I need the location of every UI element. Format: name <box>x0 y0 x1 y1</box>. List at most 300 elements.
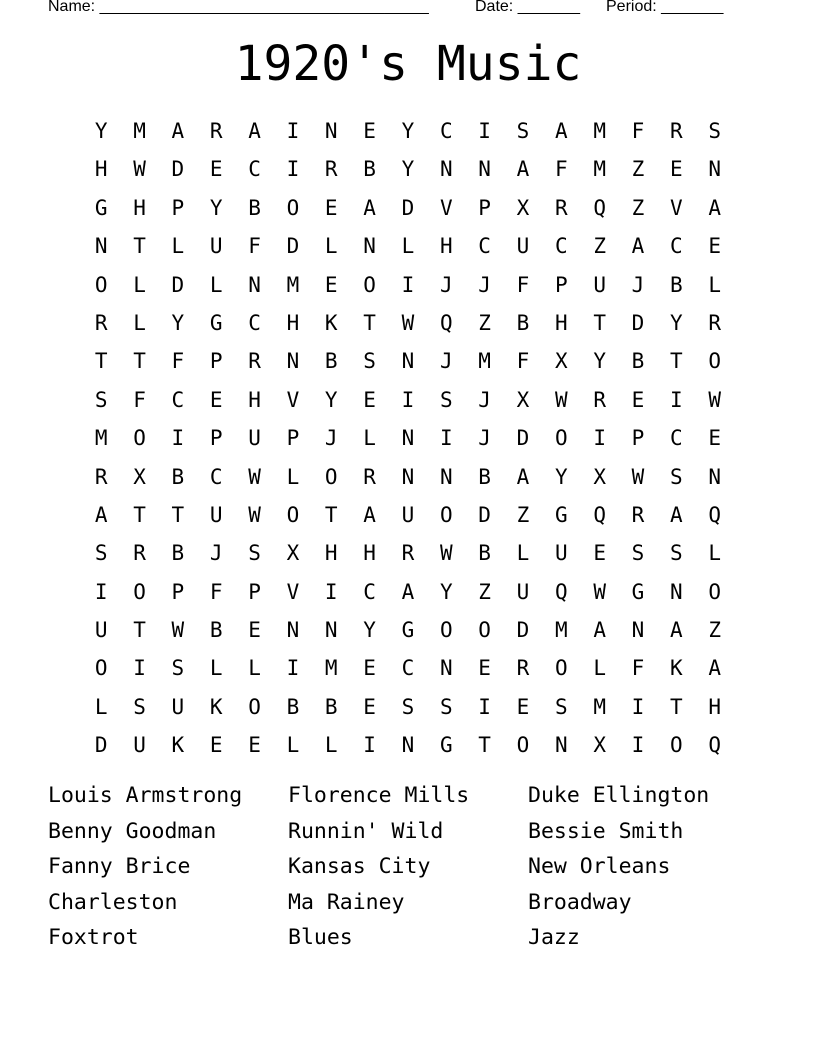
grid-letter[interactable]: C <box>248 310 261 335</box>
grid-letter[interactable]: R <box>324 157 338 182</box>
grid-letter[interactable]: F <box>554 157 568 182</box>
grid-letter[interactable]: S <box>94 387 108 412</box>
grid-letter[interactable]: Y <box>94 119 108 143</box>
grid-letter[interactable]: R <box>363 464 376 489</box>
grid-letter[interactable]: I <box>593 426 606 451</box>
grid-letter[interactable]: W <box>631 464 645 489</box>
grid-letter[interactable]: O <box>439 502 453 527</box>
grid-letter[interactable]: S <box>631 541 645 566</box>
grid-letter[interactable]: N <box>631 618 645 643</box>
grid-letter[interactable]: Y <box>401 119 415 143</box>
grid-letter[interactable]: Z <box>631 195 645 220</box>
grid-letter[interactable]: E <box>248 733 261 758</box>
grid-letter[interactable]: Q <box>708 733 721 758</box>
grid-letter[interactable]: P <box>478 195 491 220</box>
grid-letter[interactable]: B <box>324 694 338 719</box>
grid-letter[interactable]: I <box>286 656 300 681</box>
grid-letter[interactable]: R <box>94 464 108 489</box>
grid-letter[interactable]: N <box>439 157 453 182</box>
grid-letter[interactable]: M <box>286 272 300 297</box>
grid-letter[interactable]: C <box>401 656 415 681</box>
grid-letter[interactable]: K <box>171 733 185 758</box>
grid-letter[interactable]: A <box>554 119 568 143</box>
grid-letter[interactable]: Y <box>209 195 223 220</box>
grid-letter[interactable]: B <box>171 541 185 566</box>
grid-letter[interactable]: O <box>670 733 683 758</box>
grid-letter[interactable]: I <box>401 272 415 297</box>
grid-letter[interactable]: S <box>708 119 721 143</box>
grid-row <box>82 726 734 764</box>
grid-letter[interactable]: E <box>209 733 223 758</box>
grid-letter[interactable]: P <box>209 426 223 451</box>
grid-letter[interactable]: H <box>286 310 300 335</box>
grid-letter[interactable]: P <box>248 579 261 604</box>
grid-letter[interactable]: O <box>439 618 453 643</box>
grid-letter[interactable]: Y <box>401 157 415 182</box>
grid-letter[interactable]: L <box>209 272 223 297</box>
grid-letter[interactable]: B <box>631 349 645 374</box>
grid-letter[interactable]: A <box>363 502 376 527</box>
grid-letter[interactable]: W <box>593 579 606 604</box>
grid-letter[interactable]: F <box>133 387 146 412</box>
grid-letter[interactable]: X <box>286 541 300 566</box>
grid-letter[interactable]: N <box>248 272 261 297</box>
grid-letter[interactable]: P <box>631 426 645 451</box>
grid-letter[interactable]: Q <box>593 502 606 527</box>
grid-letter[interactable]: P <box>286 426 300 451</box>
grid-letter[interactable]: I <box>133 656 146 681</box>
word-bank-item: Runnin' Wild <box>288 818 444 844</box>
grid-letter[interactable]: T <box>133 349 146 374</box>
grid-letter[interactable]: T <box>133 234 146 259</box>
grid-letter[interactable]: O <box>554 426 568 451</box>
grid-letter[interactable]: L <box>171 234 185 259</box>
grid-letter[interactable]: A <box>670 502 683 527</box>
grid-letter[interactable]: T <box>670 349 683 374</box>
grid-letter[interactable]: E <box>363 387 376 412</box>
grid-letter[interactable]: L <box>708 272 721 297</box>
grid-letter[interactable]: U <box>94 618 108 643</box>
grid-letter[interactable]: R <box>248 349 261 374</box>
grid-letter[interactable]: R <box>401 541 415 566</box>
grid-letter[interactable]: M <box>554 618 568 643</box>
grid-letter[interactable]: K <box>324 310 338 335</box>
grid-letter[interactable]: H <box>324 541 338 566</box>
grid-row <box>82 611 734 649</box>
grid-letter[interactable]: F <box>631 656 645 681</box>
grid-letter[interactable]: W <box>401 310 415 335</box>
grid-letter[interactable]: U <box>209 502 223 527</box>
grid-letter[interactable]: X <box>593 464 606 489</box>
grid-letter[interactable]: J <box>209 541 223 566</box>
grid-letter[interactable]: F <box>209 579 223 604</box>
grid-letter[interactable]: O <box>133 579 146 604</box>
grid-letter[interactable]: M <box>593 119 606 143</box>
grid-letter[interactable]: L <box>286 733 300 758</box>
grid-letter[interactable]: A <box>708 656 721 681</box>
grid-letter[interactable]: B <box>363 157 376 182</box>
grid-letter[interactable]: N <box>286 349 300 374</box>
grid-letter[interactable]: C <box>670 234 683 259</box>
grid-letter[interactable]: G <box>631 579 645 604</box>
grid-letter[interactable]: A <box>708 195 721 220</box>
grid-letter[interactable]: I <box>631 733 645 758</box>
grid-letter[interactable]: B <box>478 541 491 566</box>
grid-letter[interactable]: L <box>516 541 530 566</box>
grid-letter[interactable]: U <box>516 579 530 604</box>
grid-letter[interactable]: B <box>248 195 261 220</box>
grid-letter[interactable]: R <box>516 656 530 681</box>
grid-letter[interactable]: B <box>171 464 185 489</box>
grid-letter[interactable]: N <box>554 733 568 758</box>
grid-letter[interactable]: R <box>209 119 223 143</box>
grid-letter[interactable]: N <box>670 579 683 604</box>
grid-letter[interactable]: L <box>133 272 146 297</box>
grid-letter[interactable]: P <box>554 272 568 297</box>
grid-letter[interactable]: Z <box>516 502 530 527</box>
grid-letter[interactable]: I <box>478 694 491 719</box>
period-field[interactable]: Period: _______ <box>606 0 724 15</box>
grid-letter[interactable]: N <box>439 656 453 681</box>
grid-letter[interactable]: L <box>708 541 721 566</box>
grid-letter[interactable]: M <box>593 694 606 719</box>
grid-letter[interactable]: F <box>516 349 530 374</box>
name-field[interactable]: Name: _____________________________________ <box>48 0 429 15</box>
grid-letter[interactable]: I <box>94 579 108 604</box>
grid-letter[interactable]: T <box>171 502 185 527</box>
grid-letter[interactable]: Z <box>708 618 721 643</box>
grid-letter[interactable]: V <box>439 195 453 220</box>
grid-letter[interactable]: L <box>209 656 223 681</box>
grid-letter[interactable]: L <box>401 234 415 259</box>
grid-letter[interactable]: J <box>478 426 491 451</box>
grid-letter[interactable]: R <box>593 387 606 412</box>
grid-letter[interactable]: N <box>401 733 415 758</box>
grid-letter[interactable]: W <box>439 541 453 566</box>
word-bank <box>48 778 768 956</box>
grid-letter[interactable]: Z <box>593 234 606 259</box>
grid-letter[interactable]: Y <box>324 387 338 412</box>
grid-letter[interactable]: L <box>593 656 606 681</box>
grid-letter[interactable]: S <box>133 694 146 719</box>
grid-letter[interactable]: X <box>133 464 146 489</box>
grid-letter[interactable]: I <box>286 157 300 182</box>
grid-letter[interactable]: P <box>209 349 223 374</box>
grid-letter[interactable]: C <box>171 387 185 412</box>
grid-letter[interactable]: B <box>324 349 338 374</box>
grid-letter[interactable]: S <box>516 119 530 143</box>
grid-letter[interactable]: L <box>133 310 146 335</box>
grid-letter[interactable]: D <box>401 195 415 220</box>
grid-letter[interactable]: Q <box>708 502 721 527</box>
grid-letter[interactable]: K <box>209 694 223 719</box>
grid-letter[interactable]: S <box>401 694 415 719</box>
grid-letter[interactable]: W <box>133 157 146 182</box>
grid-letter[interactable]: E <box>593 541 606 566</box>
grid-letter[interactable]: O <box>363 272 376 297</box>
grid-letter[interactable]: Q <box>439 310 453 335</box>
grid-letter[interactable]: U <box>209 234 223 259</box>
grid-letter[interactable]: W <box>171 618 185 643</box>
grid-letter[interactable]: I <box>401 387 415 412</box>
grid-letter[interactable]: E <box>209 387 223 412</box>
grid-letter[interactable]: O <box>554 656 568 681</box>
grid-letter[interactable]: O <box>286 195 300 220</box>
grid-letter[interactable]: N <box>94 234 108 259</box>
grid-letter[interactable]: S <box>670 541 683 566</box>
grid-letter[interactable]: U <box>248 426 261 451</box>
grid-letter[interactable]: U <box>516 234 530 259</box>
grid-letter[interactable]: B <box>516 310 530 335</box>
grid-letter[interactable]: I <box>324 579 338 604</box>
word-bank-item: Louis Armstrong <box>48 783 243 809</box>
grid-letter[interactable]: Y <box>593 349 606 374</box>
grid-letter[interactable]: C <box>478 234 491 259</box>
grid-letter[interactable]: O <box>516 733 530 758</box>
grid-letter[interactable]: O <box>94 272 108 297</box>
grid-letter[interactable]: A <box>363 195 376 220</box>
grid-letter[interactable]: F <box>248 234 261 259</box>
grid-letter[interactable]: M <box>593 157 606 182</box>
grid-letter[interactable]: L <box>363 426 376 451</box>
grid-letter[interactable]: H <box>133 195 146 220</box>
grid-letter[interactable]: N <box>401 464 415 489</box>
grid-letter[interactable]: B <box>478 464 491 489</box>
grid-letter[interactable]: L <box>94 694 108 719</box>
grid-letter[interactable]: S <box>94 541 108 566</box>
grid-letter[interactable]: T <box>478 733 491 758</box>
grid-letter[interactable]: E <box>209 157 223 182</box>
grid-letter[interactable]: G <box>439 733 453 758</box>
grid-letter[interactable]: B <box>670 272 683 297</box>
grid-letter[interactable]: E <box>248 618 261 643</box>
date-field[interactable]: Date: _______ <box>475 0 580 15</box>
grid-letter[interactable]: S <box>670 464 683 489</box>
grid-letter[interactable]: E <box>324 272 338 297</box>
grid-letter[interactable]: R <box>670 119 683 143</box>
grid-letter[interactable]: Q <box>554 579 568 604</box>
grid-letter[interactable]: D <box>286 234 300 259</box>
grid-letter[interactable]: U <box>133 733 146 758</box>
grid-letter[interactable]: W <box>248 502 261 527</box>
grid-letter[interactable]: T <box>133 618 146 643</box>
grid-letter[interactable]: O <box>286 502 300 527</box>
grid-letter[interactable]: O <box>708 579 721 604</box>
grid-letter[interactable]: I <box>286 119 300 143</box>
grid-letter[interactable]: S <box>554 694 568 719</box>
grid-letter[interactable]: P <box>171 195 185 220</box>
grid-letter[interactable]: T <box>363 310 376 335</box>
grid-letter[interactable]: Z <box>478 310 491 335</box>
grid-letter[interactable]: H <box>94 157 108 182</box>
grid-letter[interactable]: E <box>708 426 721 451</box>
grid-letter[interactable]: H <box>248 387 261 412</box>
grid-letter[interactable]: N <box>478 157 491 182</box>
grid-letter[interactable]: N <box>324 618 338 643</box>
grid-letter[interactable]: E <box>363 119 376 143</box>
grid-letter[interactable]: H <box>708 694 721 719</box>
grid-letter[interactable]: C <box>670 426 683 451</box>
grid-letter[interactable]: Z <box>478 579 491 604</box>
grid-letter[interactable]: L <box>324 733 338 758</box>
word-bank-item: Broadway <box>528 889 632 915</box>
grid-letter[interactable]: O <box>708 349 721 374</box>
grid-letter[interactable]: N <box>286 618 300 643</box>
grid-letter[interactable]: U <box>593 272 606 297</box>
grid-letter[interactable]: W <box>248 464 261 489</box>
grid-letter[interactable]: A <box>593 618 606 643</box>
grid-letter[interactable]: H <box>363 541 376 566</box>
grid-letter[interactable]: B <box>209 618 223 643</box>
grid-letter[interactable]: J <box>478 272 491 297</box>
grid-letter[interactable]: T <box>94 349 108 374</box>
grid-letter[interactable]: C <box>248 157 261 182</box>
grid-letter[interactable]: S <box>439 387 453 412</box>
grid-letter[interactable]: U <box>171 694 185 719</box>
grid-letter[interactable]: E <box>631 387 645 412</box>
grid-letter[interactable]: E <box>516 694 530 719</box>
grid-letter[interactable]: N <box>401 426 415 451</box>
grid-letter[interactable]: R <box>133 541 146 566</box>
grid-letter[interactable]: Q <box>593 195 606 220</box>
grid-letter[interactable]: S <box>248 541 261 566</box>
grid-letter[interactable]: X <box>516 195 530 220</box>
grid-letter[interactable]: E <box>670 157 683 182</box>
grid-letter[interactable]: V <box>286 387 300 412</box>
word-bank-item: Foxtrot <box>48 925 139 951</box>
grid-letter[interactable]: E <box>363 656 376 681</box>
grid-letter[interactable]: I <box>439 426 453 451</box>
grid-letter[interactable]: K <box>670 656 683 681</box>
grid-letter[interactable]: O <box>324 464 338 489</box>
grid-letter[interactable]: P <box>171 579 185 604</box>
grid-letter[interactable]: B <box>286 694 300 719</box>
grid-letter[interactable]: D <box>516 618 530 643</box>
grid-letter[interactable]: E <box>324 195 338 220</box>
grid-letter[interactable]: C <box>554 234 568 259</box>
grid-letter[interactable]: E <box>478 656 491 681</box>
grid-letter[interactable]: I <box>363 733 376 758</box>
grid-letter[interactable]: N <box>708 464 721 489</box>
grid-letter[interactable]: H <box>554 310 568 335</box>
grid-letter[interactable]: X <box>516 387 530 412</box>
grid-letter[interactable]: L <box>324 234 338 259</box>
grid-letter[interactable]: T <box>324 502 338 527</box>
grid-letter[interactable]: O <box>133 426 146 451</box>
grid-letter[interactable]: L <box>248 656 261 681</box>
grid-letter[interactable]: J <box>439 349 453 374</box>
grid-letter[interactable]: V <box>670 195 683 220</box>
grid-letter[interactable]: M <box>324 656 338 681</box>
grid-letter[interactable]: F <box>631 119 645 143</box>
grid-letter[interactable]: I <box>631 694 645 719</box>
grid-letter[interactable]: F <box>171 349 185 374</box>
grid-letter[interactable]: X <box>554 349 568 374</box>
grid-letter[interactable]: M <box>94 426 108 451</box>
grid-letter[interactable]: I <box>171 426 185 451</box>
grid-letter[interactable]: E <box>363 694 376 719</box>
grid-letter[interactable]: D <box>94 733 108 758</box>
grid-letter[interactable]: M <box>133 119 146 143</box>
grid-letter[interactable]: Y <box>554 464 568 489</box>
grid-letter[interactable]: S <box>439 694 453 719</box>
grid-letter[interactable]: I <box>478 119 491 143</box>
grid-letter[interactable]: E <box>708 234 721 259</box>
grid-letter[interactable]: T <box>133 502 146 527</box>
grid-letter[interactable]: T <box>670 694 683 719</box>
grid-letter[interactable]: J <box>439 272 453 297</box>
grid-letter[interactable]: D <box>516 426 530 451</box>
grid-row <box>82 688 734 726</box>
grid-letter[interactable]: Z <box>631 157 645 182</box>
grid-letter[interactable]: D <box>478 502 491 527</box>
grid-letter[interactable]: L <box>286 464 300 489</box>
grid-letter[interactable]: D <box>171 272 185 297</box>
grid-letter[interactable]: R <box>631 502 645 527</box>
grid-letter[interactable]: T <box>593 310 606 335</box>
grid-letter[interactable]: D <box>631 310 645 335</box>
grid-letter[interactable]: U <box>554 541 568 566</box>
grid-letter[interactable]: C <box>209 464 223 489</box>
grid-letter[interactable]: J <box>478 387 491 412</box>
grid-letter[interactable]: N <box>401 349 415 374</box>
grid-letter[interactable]: A <box>631 234 645 259</box>
grid-letter[interactable]: F <box>516 272 530 297</box>
grid-letter[interactable]: S <box>363 349 376 374</box>
grid-letter[interactable]: R <box>94 310 108 335</box>
grid-letter[interactable]: A <box>516 157 530 182</box>
grid-letter[interactable]: A <box>94 502 108 527</box>
grid-letter[interactable]: G <box>554 502 568 527</box>
grid-letter[interactable]: A <box>401 579 415 604</box>
grid-letter[interactable]: H <box>439 234 453 259</box>
grid-letter[interactable]: M <box>478 349 491 374</box>
grid-letter[interactable]: N <box>363 234 376 259</box>
grid-letter[interactable]: Y <box>670 310 683 335</box>
grid-letter[interactable]: N <box>439 464 453 489</box>
grid-letter[interactable]: J <box>631 272 645 297</box>
grid-letter[interactable]: O <box>94 656 108 681</box>
grid-letter[interactable]: W <box>708 387 721 412</box>
grid-letter[interactable]: Y <box>363 618 376 643</box>
grid-letter[interactable]: A <box>516 464 530 489</box>
grid-letter[interactable]: N <box>324 119 338 143</box>
grid-letter[interactable]: G <box>94 195 108 220</box>
grid-letter[interactable]: R <box>554 195 568 220</box>
grid-letter[interactable]: W <box>554 387 568 412</box>
grid-letter[interactable]: V <box>286 579 300 604</box>
grid-letter[interactable]: N <box>708 157 721 182</box>
grid-letter[interactable]: D <box>171 157 185 182</box>
grid-letter[interactable]: J <box>324 426 338 451</box>
grid-letter[interactable]: C <box>363 579 376 604</box>
grid-letter[interactable]: U <box>401 502 415 527</box>
grid-letter[interactable]: S <box>171 656 185 681</box>
grid-letter[interactable]: G <box>209 310 223 335</box>
grid-letter[interactable]: Y <box>439 579 453 604</box>
grid-letter[interactable]: G <box>401 618 415 643</box>
grid-letter[interactable]: R <box>708 310 721 335</box>
grid-letter[interactable]: A <box>248 119 261 143</box>
grid-letter[interactable]: C <box>439 119 453 143</box>
grid-letter[interactable]: O <box>478 618 491 643</box>
grid-letter[interactable]: X <box>593 733 606 758</box>
grid-letter[interactable]: A <box>670 618 683 643</box>
grid-letter[interactable]: O <box>248 694 261 719</box>
grid-letter[interactable]: Y <box>171 310 185 335</box>
grid-letter[interactable]: A <box>171 119 185 143</box>
grid-letter[interactable]: I <box>670 387 683 412</box>
